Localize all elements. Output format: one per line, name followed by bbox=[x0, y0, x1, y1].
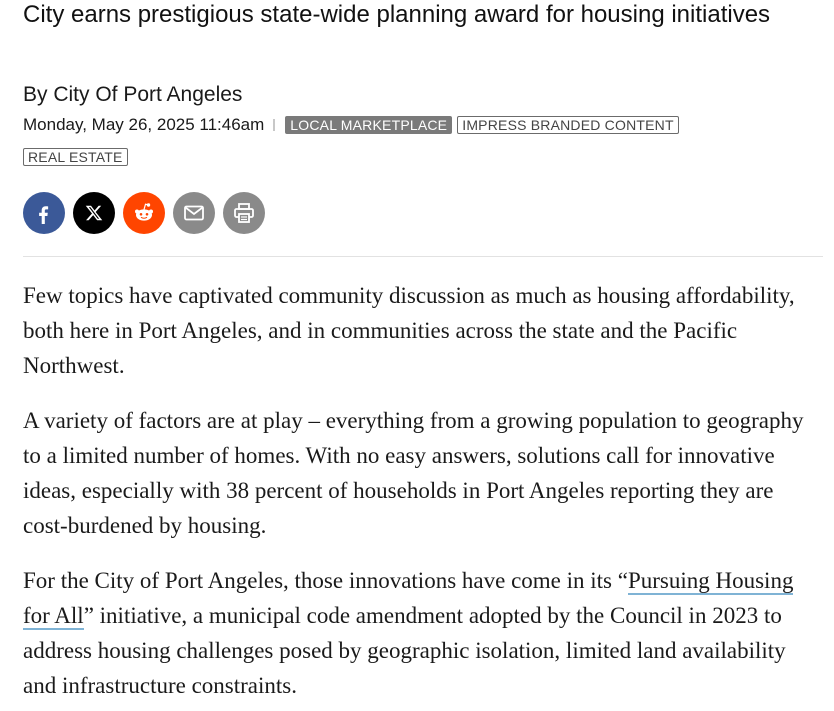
divider bbox=[23, 256, 823, 257]
paragraph-3-text-before: For the City of Port Angeles, those innovations have come in its “ bbox=[23, 568, 628, 593]
share-buttons bbox=[23, 192, 265, 234]
tag-local-marketplace[interactable]: LOCAL MARKETPLACE bbox=[285, 116, 452, 134]
paragraph-2: A variety of factors are at play – everything from a growing population to geography to a limited number of homes. With no easy answers, solutions call for innovative ideas, especially with 38 percent of households in Port Angeles reporting they are cost-burdened by housing. bbox=[23, 408, 804, 538]
print-share-button[interactable] bbox=[223, 192, 265, 234]
byline: By City Of Port Angeles bbox=[23, 83, 243, 106]
publish-date: Monday, May 26, 2025 11:46am bbox=[23, 115, 265, 134]
tag-row bbox=[23, 148, 133, 167]
paragraph-3 bbox=[23, 563, 823, 703]
tag-real-estate[interactable]: REAL ESTATE bbox=[23, 148, 128, 166]
reddit-share-button[interactable] bbox=[123, 192, 165, 234]
print-icon bbox=[232, 201, 256, 225]
facebook-share-button[interactable] bbox=[23, 192, 65, 234]
email-share-button[interactable] bbox=[173, 192, 215, 234]
facebook-icon bbox=[33, 202, 55, 224]
x-icon bbox=[85, 204, 103, 222]
email-icon bbox=[182, 201, 206, 225]
tag-impress-branded-content[interactable]: IMPRESS BRANDED CONTENT bbox=[457, 116, 679, 134]
reddit-icon bbox=[131, 200, 157, 226]
meta-separator bbox=[273, 119, 275, 131]
meta-row bbox=[23, 113, 684, 137]
paragraph-3-text-after: ” initiative, a municipal code amendment adopted by the Council in 2023 to address housing challenges posed by geographic isolation, limited land availability and infrastructure constraints. bbox=[23, 603, 786, 698]
article-body bbox=[23, 278, 823, 711]
pursuing-housing-for-all-link[interactable]: Pursuing Housing for All bbox=[23, 568, 794, 628]
x-share-button[interactable] bbox=[73, 192, 115, 234]
article-headline: City earns prestigious state-wide planning award for housing initiatives bbox=[23, 1, 771, 28]
paragraph-1: Few topics have captivated community discussion as much as housing affordability, both here in Port Angeles, and in communities across the state and the Pacific Northwest. bbox=[23, 283, 795, 378]
